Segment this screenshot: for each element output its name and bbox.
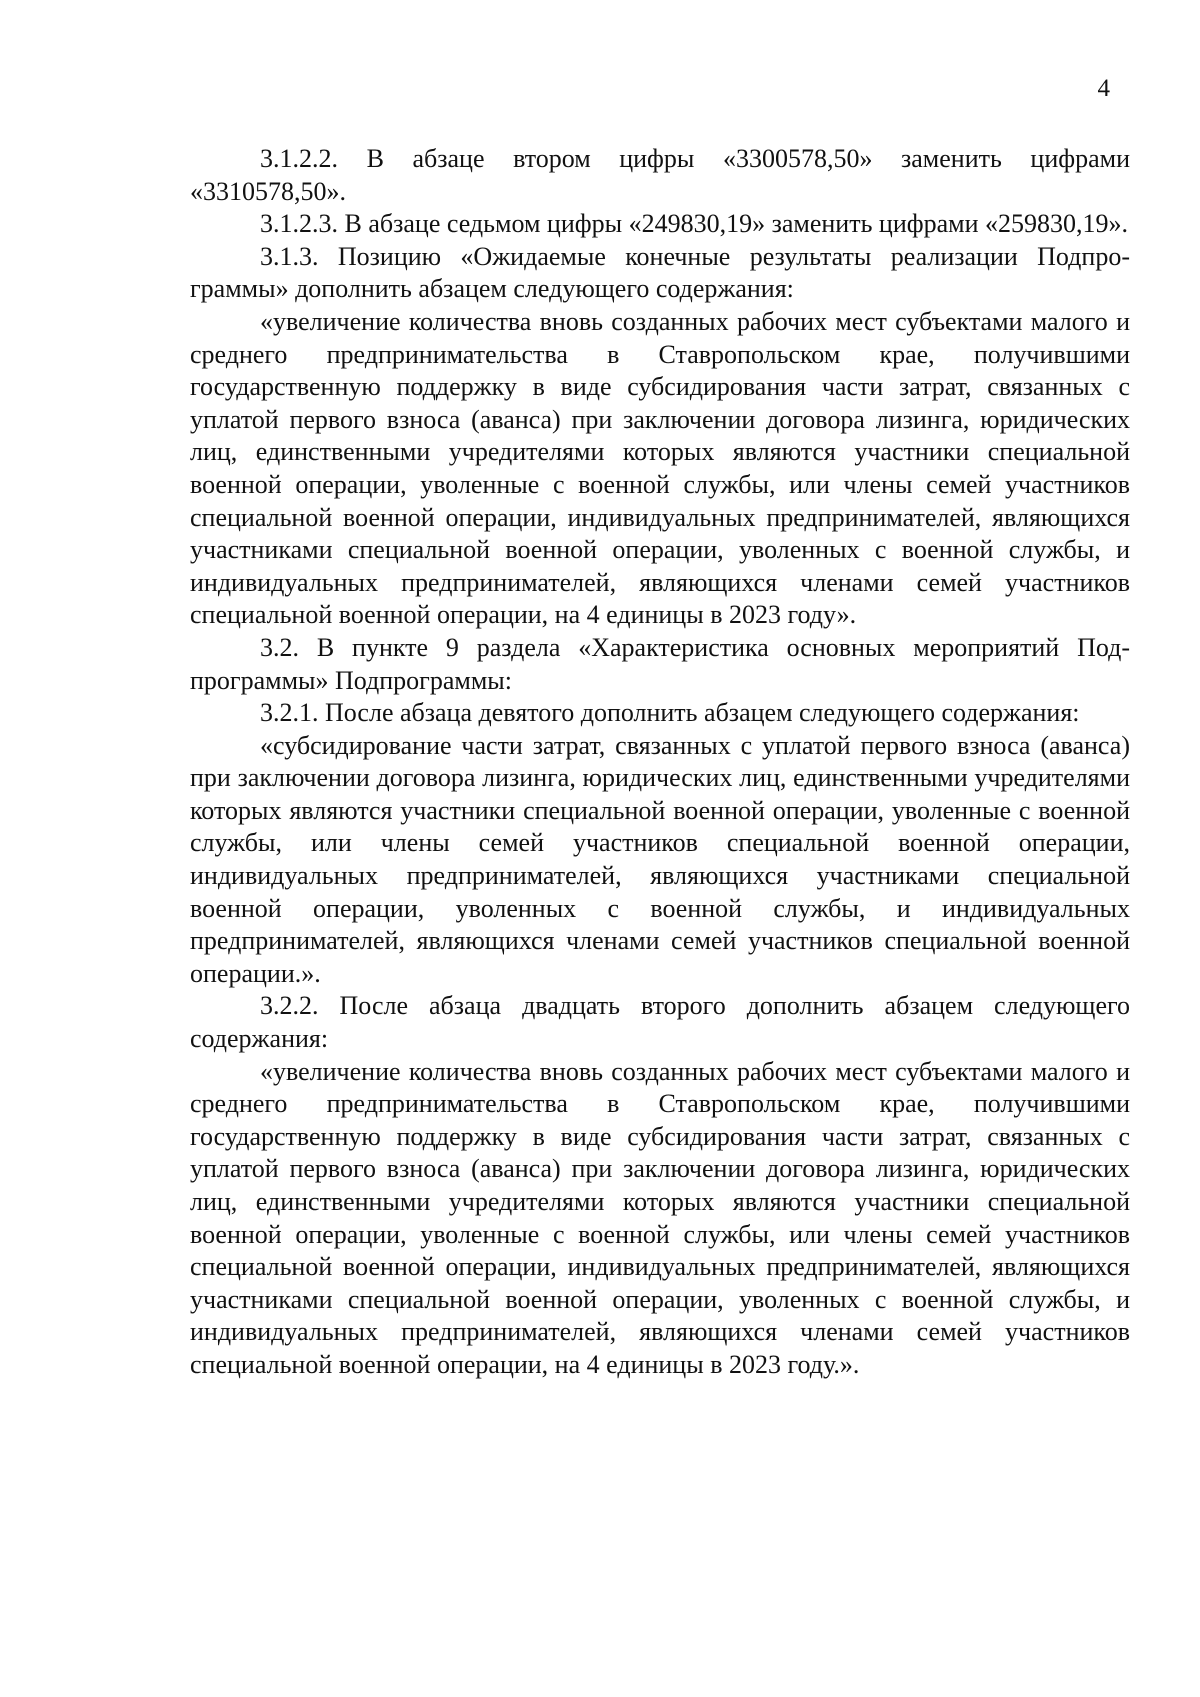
paragraph-3-1-3: 3.1.3. Позицию «Ожидаемые конечные результаты реализации Подпрограммы» дополнить абзацем следующего содержания: — [190, 241, 1130, 304]
quoted-paragraph-results-2: «увеличение количества вновь созданных рабочих мест субъектами малого и среднего предпринимательства в Ставропольском крае, получившими государственную поддержку в виде субсидирования части затрат, связанных с уплатой первого взноса (аванса) при заключении договора лизинга, юридических лиц, единственными учредителями которых являются участники специальной военной операции, уволенные с военной службы, или члены семей участников специальной военной операции, индивидуальных предпринимателей, являющихся участниками специальной военной операции, уволенных с военной службы, и индивидуальных предпринимателей, являющихся членами семей участников специальной военной операции, на 4 единицы в 2023 году.». — [190, 1056, 1130, 1379]
quoted-paragraph-results: «увеличение количества вновь созданных рабочих мест субъектами малого и среднего предпринимательства в Ставропольском крае, получившими государственную поддержку в виде субсидирования части затрат, связанных с уплатой первого взноса (аванса) при заключении договора лизинга, юридических лиц, единственными учредителями которых являются участники специальной военной операции, уволенные с военной службы, или члены семей участников специальной военной операции, индивидуальных предпринимателей, являющихся участниками специальной военной операции, уволенных с военной службы, и индивидуальных предпринимателей, являющихся членами семей участников специальной военной операции, на 4 единицы в 2023 году». — [190, 306, 1130, 630]
paragraph-3-2: 3.2. В пункте 9 раздела «Характеристика основных мероприятий Подпрограммы» Подпрограммы: — [190, 632, 1130, 695]
paragraph-3-2-2: 3.2.2. После абзаца двадцать второго дополнить абзацем следующего содержания: — [190, 991, 1130, 1054]
paragraph-3-1-2-3: 3.1.2.3. В абзаце седьмом цифры «249830,19» заменить цифрами «259830,19». — [260, 209, 1129, 239]
quoted-paragraph-subsidy: «субсидирование части затрат, связанных с уплатой первого взноса (аванса) при заключении договора лизинга, юридических лиц, единственными учредителями которых являются участники специальной военной операции, уволенные с военной службы, или члены семей участников специальной военной операции, индивидуальных предпринимателей, являющихся участниками специальной военной операции, уволенных с военной службы, и индивидуальных предпринимателей, являющихся членами семей участников специальной военной операции.». — [190, 730, 1130, 988]
document-body — [190, 143, 1130, 1382]
page-number: 4 — [1097, 75, 1110, 102]
paragraph-3-2-1: 3.2.1. После абзаца девятого дополнить абзацем следующего содержания: — [260, 698, 1080, 728]
paragraph-3-1-2-2: 3.1.2.2. В абзаце втором цифры «3300578,50» заменить цифрами «3310578,50». — [190, 144, 1130, 206]
